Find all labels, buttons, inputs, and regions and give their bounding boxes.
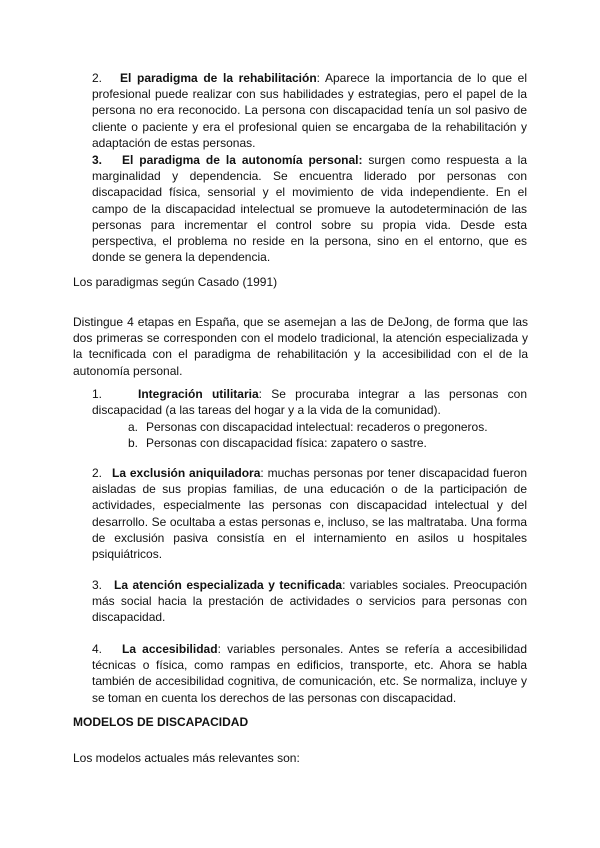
- stage-specialized: [92, 577, 527, 626]
- item-text: : variables personales. Antes se refería a accesibilidad técnicas o física, como rampas en edificios, transporte, etc. Ahora se habla también de accesibilidad cognitiva, de comunicación, etc. Se normaliza, incluye y se toman en cuenta los derechos de las personas con discapacidad.: [92, 642, 527, 705]
- sub-text: Personas con discapacidad intelectual: recaderos o pregoneros.: [146, 420, 488, 434]
- item-text: : Aparece la importancia de lo que el profesional puede realizar con sus habilidades y estrategias, pero el papel de la persona no era reconocido. La persona con discapacidad tenía un sol pasivo de cliente o paciente y era el profesional quien se encargaba de la rehabilitación y adaptación de estas personas.: [92, 71, 527, 150]
- list-number: 3.: [92, 578, 103, 592]
- paradigm-rehabilitation: [92, 70, 527, 151]
- models-intro: Los modelos actuales más relevantes son:: [73, 751, 300, 765]
- item-title: Integración utilitaria: [138, 387, 259, 401]
- casado-line: Los paradigmas según Casado (1991): [73, 275, 278, 289]
- paradigm-autonomy: [92, 152, 527, 265]
- sub-marker: b.: [128, 436, 139, 450]
- list-number: 4.: [92, 642, 103, 656]
- intro-text: Distingue 4 etapas en España, que se asemejan a las de DeJong, de forma que las dos primeras se corresponden con el modelo tradicional, la atención especializada y la tecnificada con el paradigma de rehabilitación y la accesibilidad con el de la autonomía personal.: [73, 315, 528, 378]
- list-number: 1.: [92, 387, 103, 401]
- item-text: surgen como respuesta a la marginalidad y dependencia. Se encuentra liderado por personas con discapacidad física, sensorial y el movimiento de vida independiente. En el campo de la discapacidad intelectual se promueve la autodeterminación de las personas para incrementar el control sobre su propia vida. Desde esta perspectiva, el problema no reside en la persona, sino en el entorno, que es donde se genera la dependencia.: [92, 153, 527, 265]
- stage-utilitarian: [92, 386, 527, 418]
- list-number: 2.: [92, 71, 103, 85]
- sub-text: Personas con discapacidad física: zapatero o sastre.: [146, 436, 427, 450]
- item-title: La atención especializada y tecnificada: [114, 578, 343, 592]
- list-number: 3.: [92, 153, 103, 167]
- item-text: : Se procuraba integrar a las personas con discapacidad (a las tareas del hogar y a la vida de la comunidad).: [92, 387, 527, 418]
- sub-item-b: [128, 435, 528, 451]
- section-heading: MODELOS DE DISCAPACIDAD: [73, 715, 249, 729]
- item-text: : variables sociales. Preocupación más social hacia la prestación de actividades o servicios para personas con discapacidad.: [92, 578, 527, 625]
- item-title: El paradigma de la rehabilitación: [120, 71, 317, 85]
- stage-exclusion: [92, 465, 527, 562]
- item-title: La accesibilidad: [122, 642, 218, 656]
- item-text: : muchas personas por tener discapacidad fueron aisladas de sus propias familias, de una educación o de la participación de actividades, especialmente las personas con discapacidad intelectual y del desarrollo. Se ocultaba a estas personas e, incluso, se las maltrataba. Una forma de exclusión pasiva consistía en el internamiento en asilos u hospitales psiquiátricos.: [92, 466, 527, 562]
- sub-item-a: [128, 419, 528, 435]
- list-number: 2.: [92, 466, 103, 480]
- sub-marker: a.: [128, 420, 139, 434]
- stages-intro: [73, 314, 528, 379]
- item-title: La exclusión aniquiladora: [112, 466, 261, 480]
- stage-accessibility: [92, 641, 527, 706]
- item-title: El paradigma de la autonomía personal:: [122, 153, 363, 167]
